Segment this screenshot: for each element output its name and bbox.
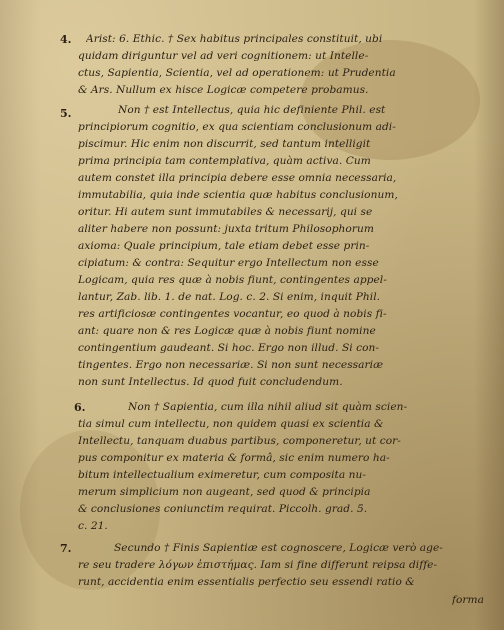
text-line: bitum intellectualium eximeretur, cum composita nu- xyxy=(78,469,367,481)
text-line: c. 21. xyxy=(78,520,108,532)
text-line: & conclusiones coniunctim requirat. Piccolh. grad. 5. xyxy=(78,503,368,515)
text-line: pus componitur ex materia & formâ, sic enim numero ha- xyxy=(78,452,390,464)
text-line: runt, accidentia enim essentialis perfectio seu essendi ratio & xyxy=(78,576,415,588)
text-line: oritur. Hi autem sunt immutabiles & necessarij, qui se xyxy=(78,206,373,218)
text-line: quidam diriguntur vel ad veri cognitionem: ut Intelle- xyxy=(78,50,369,62)
text-line: prima principia tam contemplativa, quàm activa. Cum xyxy=(78,155,371,167)
margin-number: 4. xyxy=(60,33,72,46)
catchword: forma xyxy=(452,594,484,606)
text-line: principiorum cognitio, ex qua scientiam conclusionum adi- xyxy=(78,121,396,133)
text-line: autem constet illa principia debere esse omnia necessaria, xyxy=(78,172,397,184)
margin-number: 7. xyxy=(60,542,72,555)
text-line: tingentes. Ergo non necessariæ. Si non sunt necessariæ xyxy=(78,359,384,371)
text-line: immutabilia, quia inde scientia quæ habitus conclusionum, xyxy=(78,189,398,201)
text-line: aliter habere non possunt: juxta tritum Philosophorum xyxy=(78,223,374,235)
text-line: tia simul cum intellectu, non quidem quasi ex scientia & xyxy=(78,418,384,430)
text-line: & Ars. Nullum ex hisce Logicæ competere probamus. xyxy=(78,84,369,96)
text-line: Intellectu, tanquam duabus partibus, componeretur, ut cor- xyxy=(78,435,401,447)
margin-number: 6. xyxy=(74,401,86,414)
text-line: axioma: Quale principium, tale etiam debet esse prin- xyxy=(78,240,370,252)
text-line: Logicam, quia res quæ à nobis fiunt, contingentes appel- xyxy=(78,274,387,286)
text-line: piscimur. Hic enim non discurrit, sed tantum intelligit xyxy=(78,138,371,150)
text-line: lantur, Zab. lib. 1. de nat. Log. c. 2. Si enim, inquit Phil. xyxy=(78,291,381,303)
text-line: cipiatum: & contra: Sequitur ergo Intellectum non esse xyxy=(78,257,379,269)
text-line: ant: quare non & res Logicæ quæ à nobis fiunt nomine xyxy=(78,325,376,337)
text-line: merum simplicium non augeant, sed quod & principia xyxy=(78,486,371,498)
margin-number: 5. xyxy=(60,107,72,120)
text-line: non sunt Intellectus. Id quod fuit concludendum. xyxy=(78,376,343,388)
text-line: contingentium gaudeant. Si hoc. Ergo non illud. Si con- xyxy=(78,342,380,354)
text-line: Secundo † Finis Sapientiæ est cognoscere, Logicæ verò age- xyxy=(114,542,443,554)
text-line: Non † est Intellectus, quia hic definiente Phil. est xyxy=(118,104,386,116)
text-line: ctus, Sapientia, Scientia, vel ad operationem: ut Prudentia xyxy=(78,67,396,79)
text-line: Arist: 6. Ethic. † Sex habitus principales constituit, ubi xyxy=(86,33,383,45)
text-line: re seu tradere λόγων ἐπιστήμας. Iam si fine differunt reipsa diffe- xyxy=(78,559,438,571)
text-line: Non † Sapientia, cum illa nihil aliud sit quàm scien- xyxy=(128,401,408,413)
text-line: res artificiosæ contingentes vocantur, eo quod à nobis fi- xyxy=(78,308,387,320)
